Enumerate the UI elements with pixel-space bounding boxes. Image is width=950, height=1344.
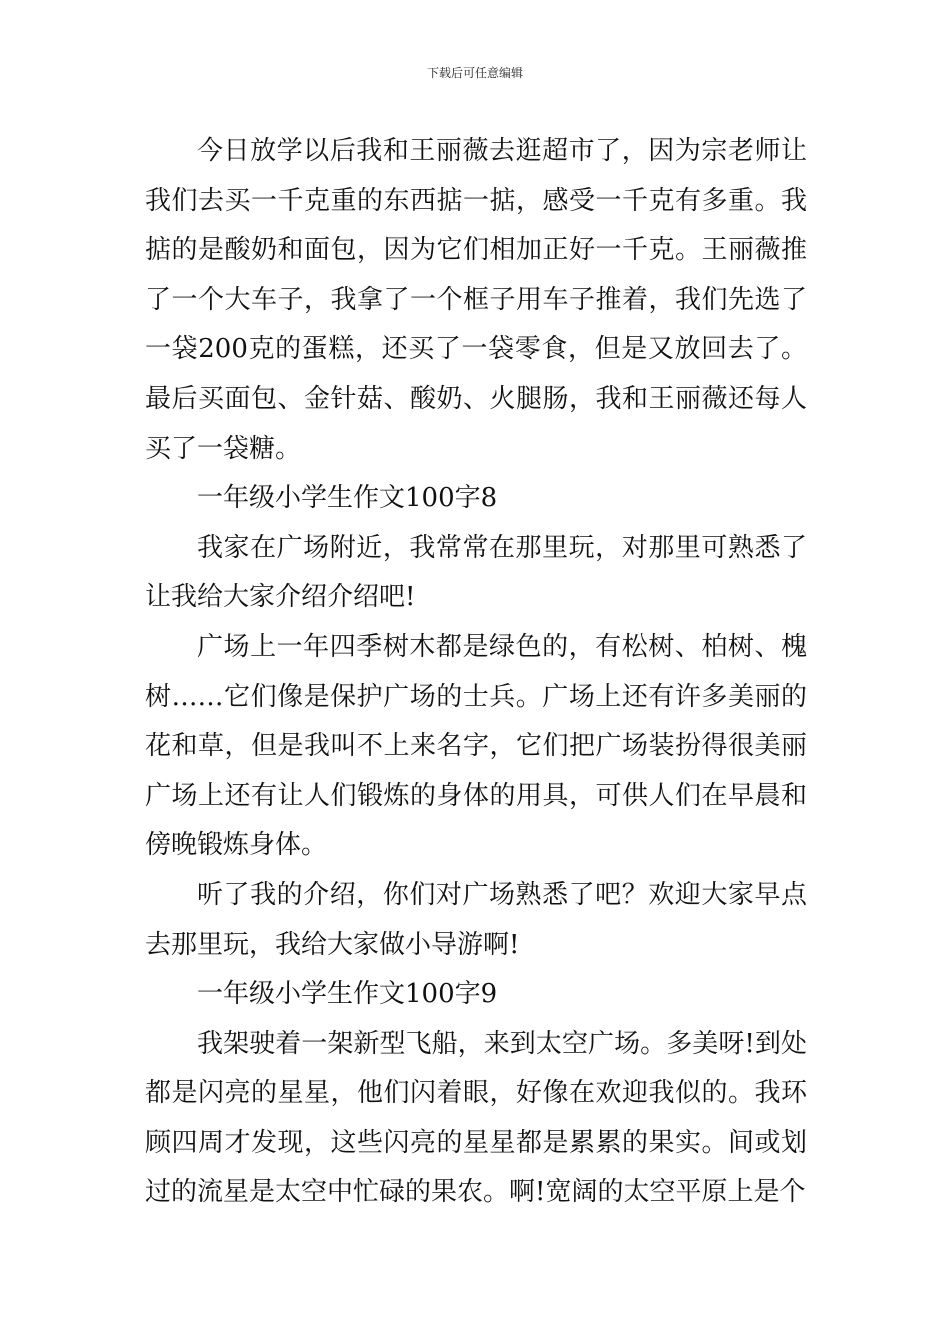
paragraph-spaceship: 我架驶着一架新型飞船，来到太空广场。多美呀!到处都是闪亮的星星，他们闪着眼，好像在欢迎我似的。我环顾四周才发现，这些闪亮的星星都是累累的果实。间或划过的流星是太空中忙碌的果农。啊!宽阔的太空平原上是个	[145, 1028, 807, 1208]
paragraph-supermarket: 今日放学以后我和王丽薇去逛超市了，因为宗老师让我们去买一千克重的东西掂一掂，感受一千克有多重。我掂的是酸奶和面包，因为它们相加正好一千克。王丽薇推了一个大车子，我拿了一个框子用车子推着，我们先选了一袋200克的蛋糕，还买了一袋零食，但是又放回去了。最后买面包、金针菇、酸奶、火腿肠，我和王丽薇还每人买了一袋糖。	[145, 136, 807, 464]
paragraph-square-welcome: 听了我的介绍，你们对广场熟悉了吧？欢迎大家早点去那里玩，我给大家做小导游啊!	[145, 879, 807, 960]
document-body	[145, 127, 807, 1218]
essay-heading-9: 一年级小学生作文100字9	[197, 979, 498, 1010]
paragraph-square-intro: 我家在广场附近，我常常在那里玩，对那里可熟悉了让我给大家介绍介绍吧!	[145, 532, 807, 613]
page-header-note: 下载后可任意编辑	[426, 66, 523, 80]
paragraph-square-trees: 广场上一年四季树木都是绿色的，有松树、柏树、槐树……它们像是保护广场的士兵。广场上还有许多美丽的花和草，但是我叫不上来名字，它们把广场装扮得很美丽广场上还有让人们锻炼的身体的用具，可供人们在早晨和傍晚锻炼身体。	[145, 631, 807, 861]
essay-heading-8: 一年级小学生作文100字8	[197, 483, 498, 514]
